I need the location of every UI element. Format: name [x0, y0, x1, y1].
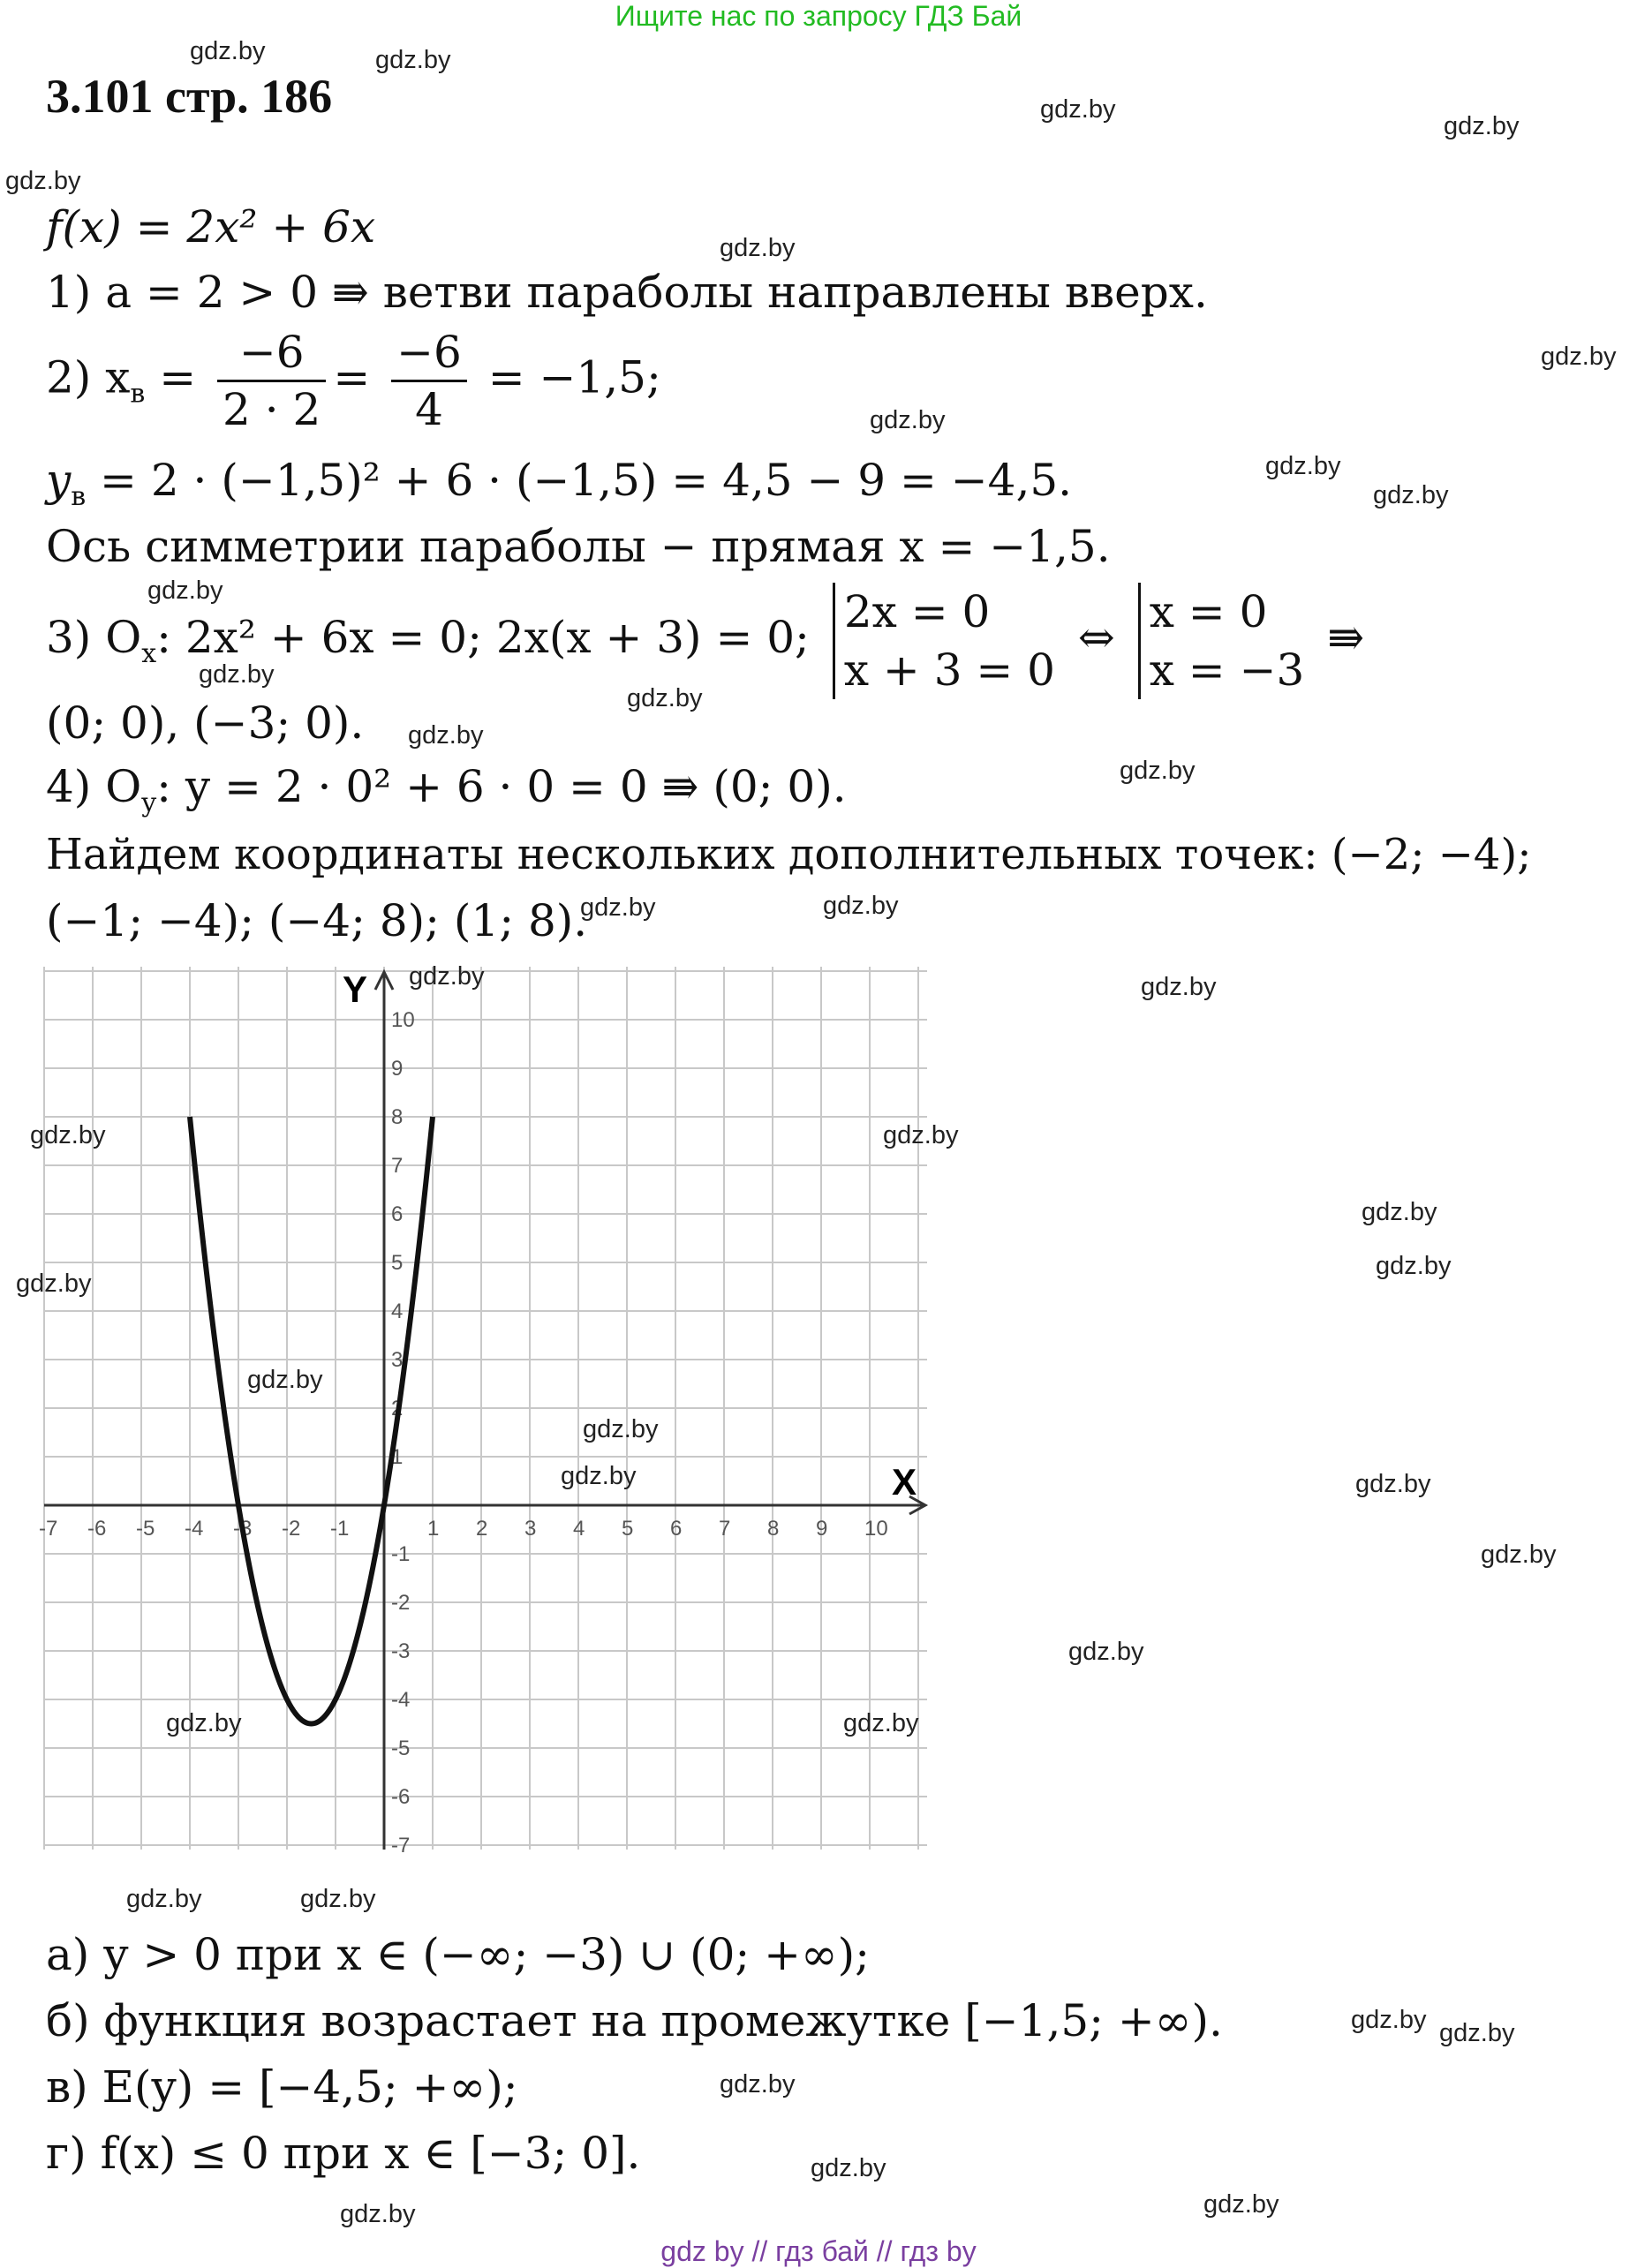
watermark: gdz.by	[340, 2200, 416, 2228]
watermark: gdz.by	[870, 406, 946, 434]
step-1: 1) a = 2 > 0 ⇛ ветви параболы направлены вверх.	[46, 267, 1208, 318]
watermark: gdz.by	[30, 1121, 106, 1149]
x-tick-label: -1	[330, 1517, 350, 1541]
x-axis-label: X	[892, 1461, 917, 1503]
x-tick-label: 10	[864, 1517, 888, 1541]
watermark: gdz.by	[883, 1121, 959, 1149]
extra-points-1: Найдем координаты нескольких дополнительных точек: (−2; −4);	[46, 830, 1532, 879]
vertex-y-var: y	[46, 455, 72, 506]
step-2-eq: =	[145, 351, 197, 403]
watermark: gdz.by	[583, 1415, 659, 1443]
step-4-expr: : y = 2 · 0² + 6 · 0 = 0 ⇛ (0; 0).	[156, 761, 847, 812]
watermark: gdz.by	[1362, 1198, 1437, 1226]
watermark: gdz.by	[147, 576, 223, 605]
answer-c: в) E(y) = [−4,5; +∞);	[46, 2061, 518, 2113]
watermark: gdz.by	[1439, 2019, 1515, 2047]
x-tick-label: 5	[622, 1517, 634, 1541]
watermark: gdz.by	[199, 660, 275, 689]
watermark: gdz.by	[16, 1270, 92, 1298]
x-tick-label: -6	[87, 1517, 107, 1541]
y-tick-label: 6	[391, 1202, 404, 1226]
answer-b: б) функция возрастает на промежутке [−1,5; +∞).	[46, 1995, 1223, 2046]
footer-links[interactable]: gdz by // гдз бай // гдз by	[660, 2235, 977, 2267]
step-2-prefix: 2) x	[46, 351, 131, 403]
watermark: gdz.by	[247, 1366, 323, 1394]
system-2	[1138, 583, 1305, 699]
watermark: gdz.by	[627, 684, 703, 712]
watermark: gdz.by	[720, 2070, 796, 2098]
axis-of-symmetry: Ось симметрии параболы − прямая x = −1,5.	[46, 521, 1111, 572]
step-2: 2) $x_в$ = $\frac{-6}{2 \cdot 2}$ = $\frac{-6}{4}$ = −1,5;	[46, 327, 661, 435]
vertex-y-expr: = 2 · (−1,5)² + 6 · (−1,5) = 4,5 − 9 = −4,5.	[86, 455, 1073, 506]
system-2-eq-b: x = −3	[1149, 644, 1305, 696]
system-1-eq-b: x + 3 = 0	[843, 644, 1055, 696]
fraction-2	[391, 325, 467, 437]
watermark: gdz.by	[1355, 1470, 1431, 1498]
watermark: gdz.by	[1120, 757, 1196, 785]
watermark: gdz.by	[5, 167, 81, 195]
watermark: gdz.by	[1376, 1252, 1452, 1280]
x-tick-label: -5	[136, 1517, 155, 1541]
implies-sign: ⇛	[1327, 612, 1365, 663]
watermark: gdz.by	[1203, 2190, 1279, 2219]
x-intercepts: (0; 0), (−3; 0).	[46, 697, 365, 749]
fraction-2-den: 4	[415, 384, 443, 435]
watermark: gdz.by	[843, 1709, 919, 1737]
watermark: gdz.by	[408, 721, 484, 750]
step-4	[46, 761, 847, 818]
system-2-eq-a: x = 0	[1149, 586, 1268, 637]
x-tick-label: 3	[524, 1517, 537, 1541]
watermark: gdz.by	[1141, 973, 1217, 1001]
watermark: gdz.by	[1265, 452, 1341, 480]
y-tick-label: 4	[391, 1300, 404, 1323]
y-tick-label: -7	[391, 1834, 411, 1857]
answer-d: г) f(x) ≤ 0 при x ∈ [−3; 0].	[46, 2128, 641, 2179]
function-definition: f(x) = 2x² + 6x	[46, 201, 376, 252]
step-3-expr: : 2x² + 6x = 0; 2x(x + 3) = 0;	[156, 612, 810, 663]
y-tick-label: 3	[391, 1348, 404, 1372]
watermark: gdz.by	[580, 893, 656, 922]
x-tick-label: -7	[39, 1517, 58, 1541]
watermark: gdz.by	[1541, 343, 1617, 371]
watermark: gdz.by	[561, 1462, 637, 1490]
y-tick-label: 2	[391, 1397, 404, 1420]
vertex-y	[46, 455, 1072, 512]
extra-points-2: (−1; −4); (−4; 8); (1; 8).	[46, 895, 588, 946]
x-tick-label: 7	[719, 1517, 731, 1541]
y-tick-label: -2	[391, 1591, 411, 1615]
y-tick-label: -4	[391, 1688, 411, 1712]
x-tick-label: 2	[476, 1517, 488, 1541]
watermark: gdz.by	[720, 234, 796, 262]
page-title: 3.101 стр. 186	[46, 70, 333, 123]
step-3-prefix: 3) O	[46, 612, 142, 663]
watermark: gdz.by	[1040, 95, 1116, 124]
fraction-2-num: −6	[391, 325, 467, 382]
watermark: gdz.by	[126, 1885, 202, 1913]
x-tick-label: -2	[282, 1517, 301, 1541]
step-4-prefix: 4) O	[46, 761, 142, 812]
watermark: gdz.by	[190, 37, 266, 65]
system-1-eq-a: 2x = 0	[843, 586, 991, 637]
watermark: gdz.by	[823, 892, 899, 920]
iff-sign: ⇔	[1077, 612, 1115, 663]
fraction-1	[217, 325, 326, 437]
y-tick-label: 8	[391, 1105, 404, 1129]
step-4-sub: y	[141, 787, 157, 818]
watermark: gdz.by	[1444, 112, 1520, 140]
x-tick-label: 1	[427, 1517, 440, 1541]
step-3-sub: x	[141, 638, 157, 669]
x-tick-label: 8	[767, 1517, 780, 1541]
watermark: gdz.by	[1351, 2006, 1427, 2034]
watermark: gdz.by	[375, 46, 451, 74]
x-tick-label: 6	[670, 1517, 683, 1541]
y-tick-label: 10	[391, 1008, 415, 1032]
y-tick-label: -5	[391, 1737, 411, 1760]
y-tick-label: 7	[391, 1154, 404, 1178]
y-tick-label: 1	[391, 1445, 404, 1469]
fraction-1-num: −6	[217, 325, 326, 382]
watermark: gdz.by	[300, 1885, 376, 1913]
y-axis-label: Y	[343, 968, 368, 1010]
step-2-sub: в	[130, 378, 146, 410]
answer-a: а) y > 0 при x ∈ (−∞; −3) ∪ (0; +∞);	[46, 1929, 871, 1980]
watermark: gdz.by	[811, 2154, 886, 2182]
watermark: gdz.by	[1068, 1638, 1144, 1666]
search-banner[interactable]: Ищите нас по запросу ГДЗ Бай	[615, 0, 1022, 32]
watermark: gdz.by	[409, 962, 485, 991]
y-tick-label: 9	[391, 1057, 404, 1081]
y-tick-label: -3	[391, 1639, 411, 1663]
watermark: gdz.by	[1373, 481, 1449, 509]
x-tick-label: -3	[233, 1517, 253, 1541]
y-tick-label: -1	[391, 1542, 411, 1566]
watermark: gdz.by	[166, 1709, 242, 1737]
fraction-1-den: 2 · 2	[223, 384, 321, 435]
y-tick-label: -6	[391, 1785, 411, 1809]
x-tick-label: -4	[185, 1517, 204, 1541]
vertex-y-sub: в	[71, 481, 87, 512]
watermark: gdz.by	[1481, 1541, 1557, 1569]
system-1	[833, 583, 1055, 699]
y-tick-label: 5	[391, 1251, 404, 1275]
x-tick-label: 4	[573, 1517, 585, 1541]
x-tick-label: 9	[816, 1517, 828, 1541]
step-2-tail: = −1,5;	[487, 351, 661, 403]
